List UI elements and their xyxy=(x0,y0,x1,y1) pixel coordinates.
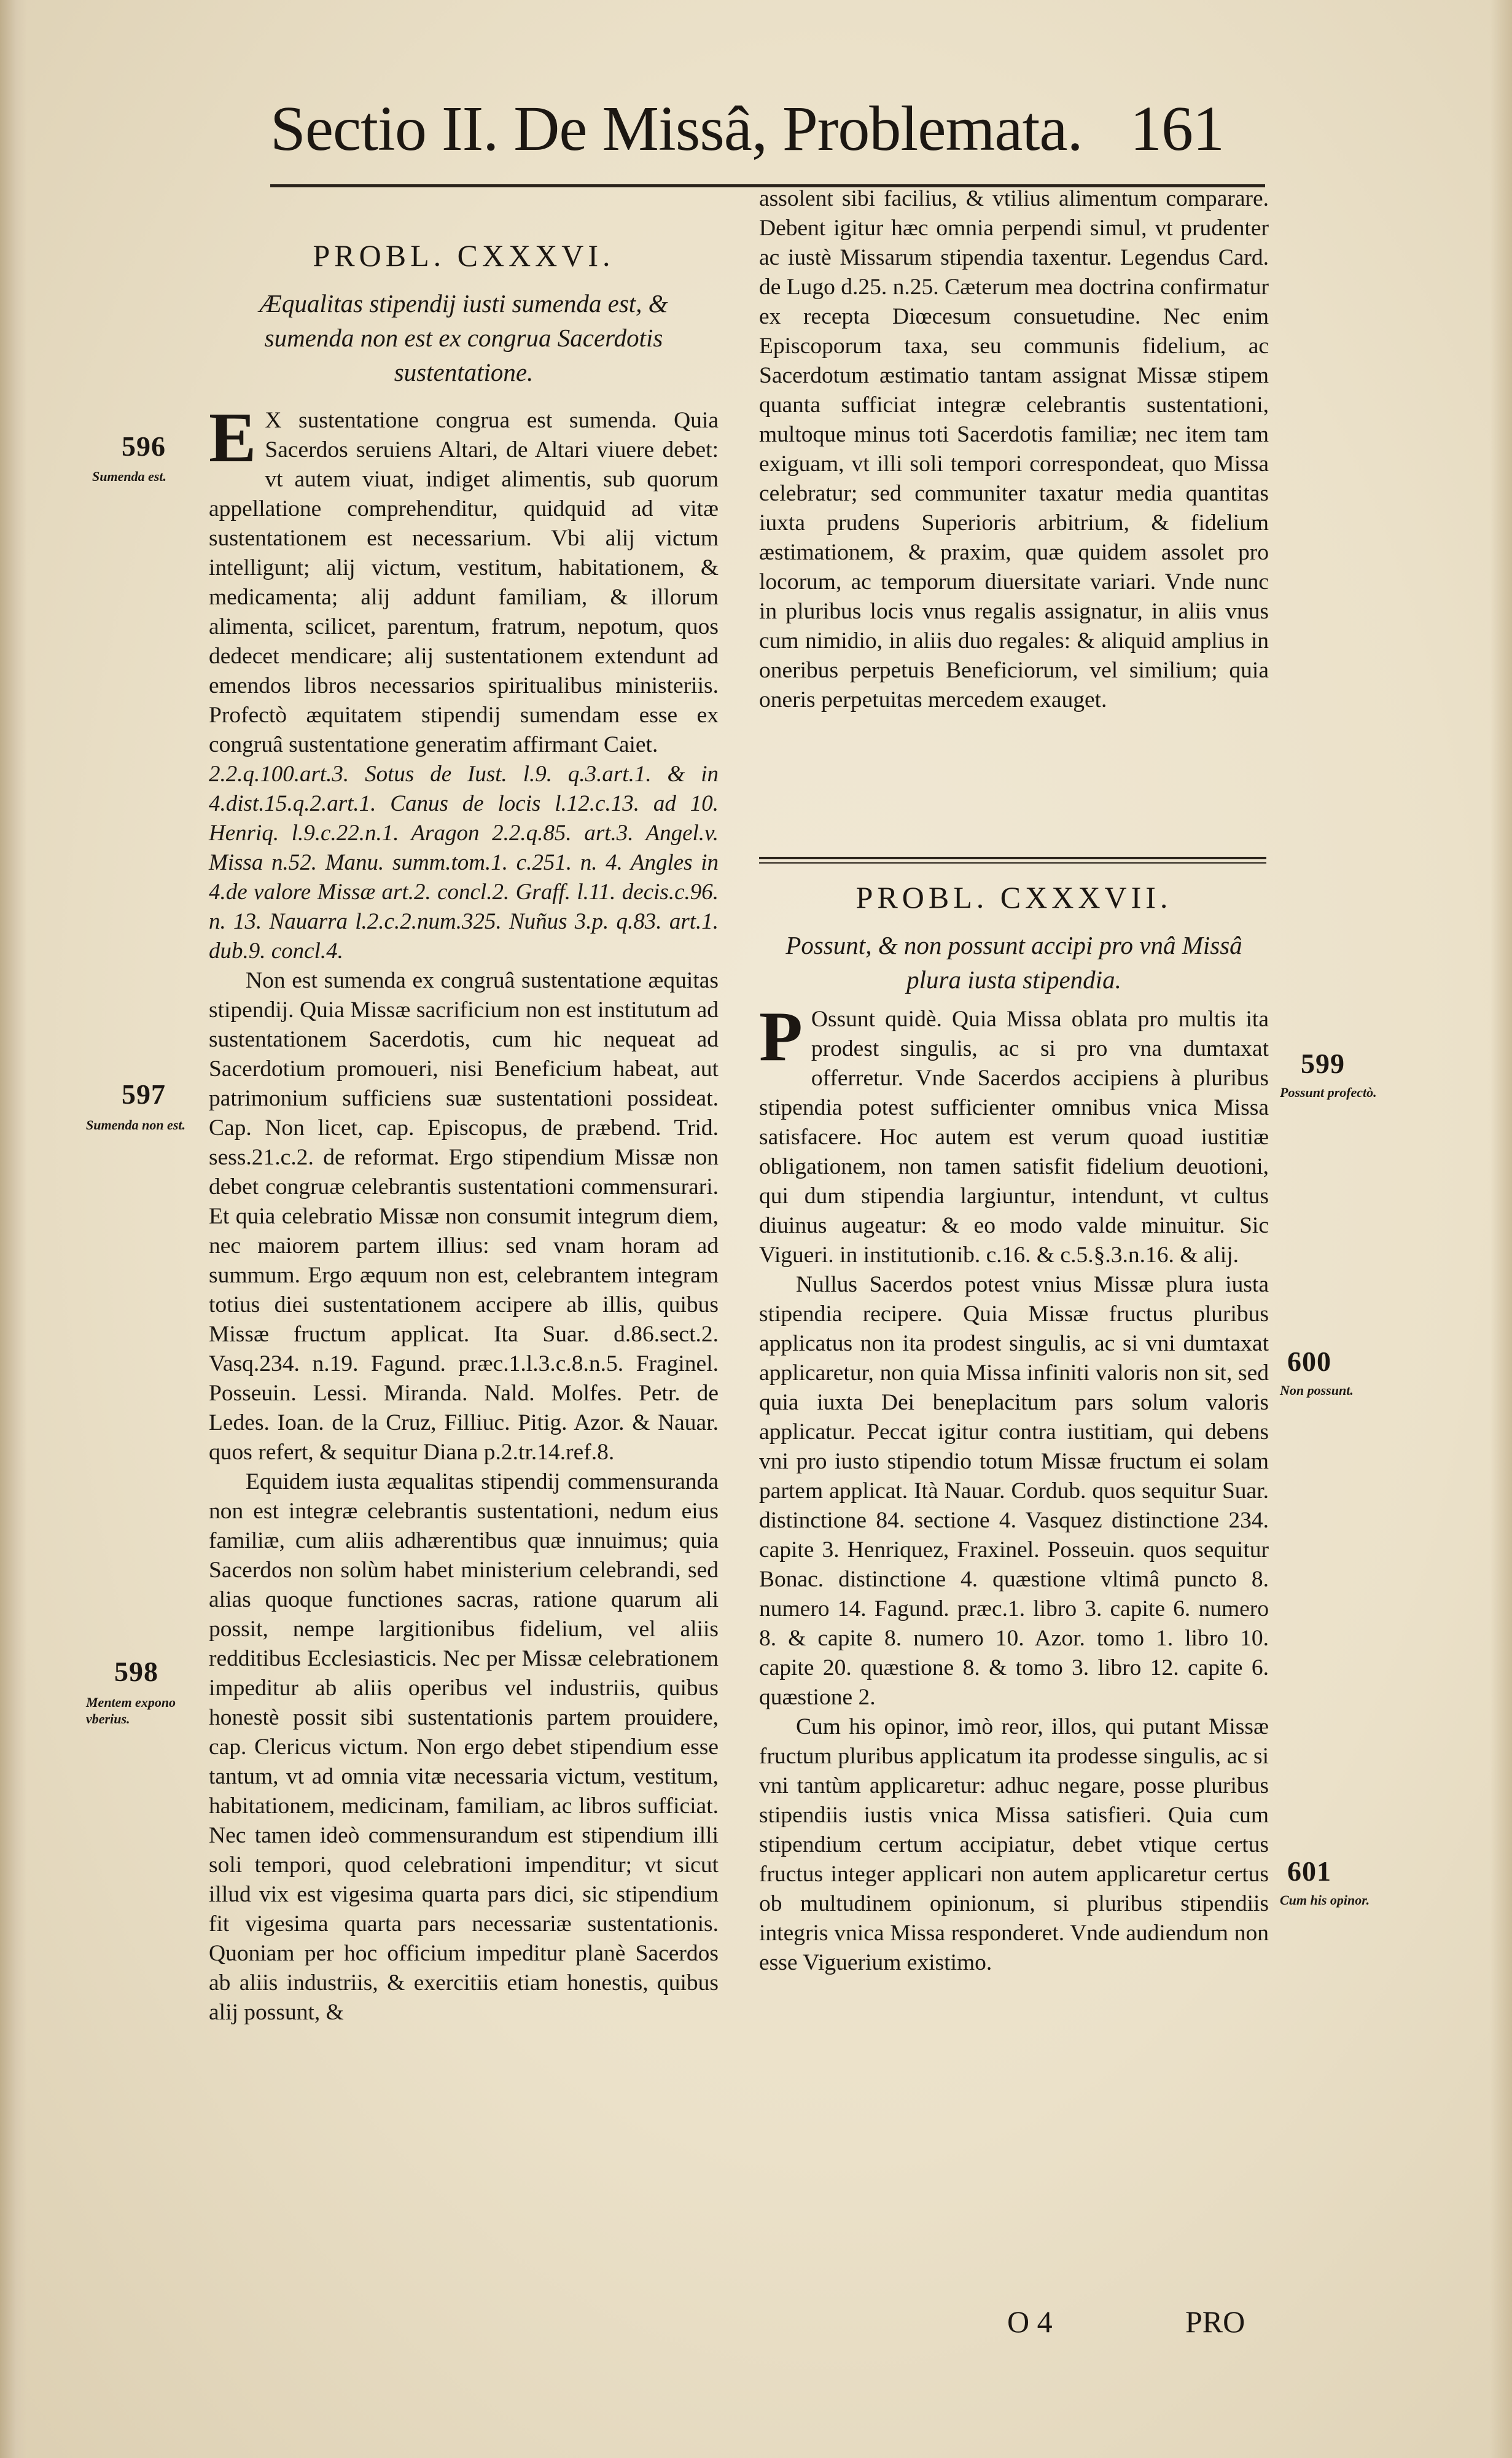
margin-note-598: Mentem expono vberius. xyxy=(86,1695,176,1726)
margin-number-599: 599 xyxy=(1301,1048,1345,1079)
margin-note-600: Non possunt. xyxy=(1280,1383,1354,1398)
margin-number-598: 598 xyxy=(114,1656,158,1687)
running-head-title: Sectio II. De Missâ, Problemata. xyxy=(270,93,1083,164)
paragraph-601: Cum his opinor, imò reor, illos, qui putant Missæ fructum pluribus applicatum ita prodesse singulis, ac si vni tantùm applicaretur: adhuc negare, posse pluribus stipendiis iustis vnica Missa satisfieri. Quia cum stipendium certum accipiatur, debet vtique certus fructus integer applicari non autem applicaretur certus ob multudinem opinionum, si pluribus stipendiis integris vnica Missa responderet. Vnde audiendum non esse Viguerium existimo. xyxy=(759,1714,1269,1975)
drop-cap: P xyxy=(759,997,803,1076)
catchword: PRO xyxy=(1185,2304,1245,2339)
references-596: 2.2.q.100.art.3. Sotus de Iust. l.9. q.3.art.1. & in 4.dist.15.q.2.art.1. Canus de locis l.12.c.13. ad 10. Henriq. l.9.c.22.n.1. Aragon 2.2.q.85. art.3. Angel.v. Missa n.52. Manu. summ.tom.1. c.251. n. 4. Angles in 4.de valore Missæ art.2. concl.2. Graff. l.11. decis.c.96. n. 13. Nauarra l.2.c.2.num.325. Nuñus 3.p. q.83. art.1. dub.9. concl.4. xyxy=(209,762,719,964)
margin-number-596: 596 xyxy=(122,431,166,462)
paragraph-599-text: Ossunt quidè. Quia Missa oblata pro multis ita prodest singulis, ac si pro vna dumtaxat offerretur. Vnde Sacerdos accipiens à pluribus stipendia potest sufficienter omnibus vnica Missa satisfacere. Hoc autem est verum quoad iustitiæ obligationem, non tamen satisfit fidelium deuotioni, qui dum stipendia largiuntur, intendunt, vt cultus diuinus augeatur: & eo modo valde minuitur. Sic Vigueri. in institutionib. c.16. & c.5.§.3.n.16. & alij. xyxy=(759,1007,1269,1268)
drop-cap: E xyxy=(209,399,257,477)
paragraph-598: Equidem iusta æqualitas stipendij commensuranda non est integræ celebrantis sustentationi, nedum eius familiæ, cum aliis adhærentibus quæ innuimus; quia Sacerdos non solùm habet ministerium celebrandi, sed alias quoque functiones sacras, ratione quarum ali possit, nempe largitionibus fidelium, vel aliis redditibus Ecclesiasticis. Nec per Missæ celebrationem impeditur ab aliis operibus vel industriis, quibus honestè possit sibi sustentationis partem prouidere, cap. Clericus victum. Non ergo debet stipendium esse tantum, vt ad omnia vitæ necessaria victum, vestitum, habitationem, medicinam, familiam, ac libros sufficiat. Nec tamen ideò commensurandum est stipendium illi soli tempori, quod celebrationi impenditur; vt sicut illud vix est vigesima quarta pars dici, sic stipendium fit vigesima quarta pars necessariæ sustentationis. Quoniam per hoc officium impeditur planè Sacerdos ab aliis industriis, & exercitiis etiam honestis, quibus alij possunt, & xyxy=(209,1469,719,2025)
paragraph-596 xyxy=(209,399,719,760)
problem-summary-136: Æqualitas stipendij iusti sumenda est, & sumenda non est ex congrua Sacerdotis sustentatione. xyxy=(259,289,668,386)
paragraph-597: Non est sumenda ex congruâ sustentatione æquitas stipendij. Quia Missæ sacrificium non est institutum ad sustentationem Sacerdotis, cum hic nequeat ad Sacerdotium promoueri, nisi Beneficium habeat, aut patrimonium sufficiens suæ sustentationi possideat. Cap. Non licet, cap. Episcopus, de præbend. Trid. sess.21.c.2. de reformat. Ergo stipendium Missæ non debet congruæ celebrantis sustentationi commensurari. Et quia celebratio Missæ non consumit integrum diem, nec maiorem partem illius: sed vnam horam ad summum. Ergo æquum non est, celebrantem integram totius diei sustentationem accipere ab illis, quibus Missæ fructum applicat. Ita Suar. d.86.sect.2. Vasq.234. n.19. Fagund. præc.1.l.3.c.8.n.5. Fraginel. Posseuin. Lessi. Miranda. Nald. Molfes. Petr. de Ledes. Ioan. de la Cruz, Filliuc. Pitig. Azor. & Nauar. quos refert, & sequitur Diana p.2.tr.14.ref.8. xyxy=(209,968,719,1465)
right-column xyxy=(759,184,1269,715)
running-head xyxy=(270,86,1284,172)
page-edge-shadow xyxy=(1490,0,1512,2458)
paragraph-598-continued: assolent sibi facilius, & vtilius alimentum comparare. Debent igitur hæc omnia perpendi simul, vt prudenter ac iustè Missarum stipendia taxentur. Legendus Card. de Lugo d.25. n.25. Cæterum mea doctrina confirmatur ex recepta Diœcesum consuetudine. Nec enim Episcoporum taxa, seu communis fidelium, ac Sacerdotum æstimatio tantam assignat Missæ stipem quanta sufficiat integræ celebrantis sustentationi, multoque minus toti Sacerdotis familiæ; nec item tam exiguam, vt illi soli tempori correspondeat, quo Missa celebratur; sed communiter taxatur media quantitas iuxta prudens Superioris arbitrium, & fidelium æstimationem, & praxim, quæ quidem assolet pro locorum, ac temporum diuersitate variari. Vnde nunc in pluribus locis vnus regalis assignatur, in aliis vnus cum nimidio, in aliis duo regales: & aliquid amplius in oneribus perpetuis Beneficiorum, vel similium; quia oneris perpetuitas mercedem exauget. xyxy=(759,186,1269,712)
margin-number-600: 600 xyxy=(1287,1346,1331,1377)
margin-number-601: 601 xyxy=(1287,1855,1331,1887)
page-gutter-shadow xyxy=(0,0,27,2458)
problem-heading-136: PROBL. CXXXVI. xyxy=(313,238,615,273)
margin-number-597: 597 xyxy=(122,1079,166,1110)
margin-note-597: Sumenda non est. xyxy=(86,1117,185,1133)
right-column-problem-137 xyxy=(759,826,1269,1978)
problem-summary-137: Possunt, & non possunt accipi pro vnâ Missâ plura iusta stipendia. xyxy=(785,931,1242,994)
signature-mark: O 4 xyxy=(1007,2304,1053,2339)
left-column xyxy=(209,184,719,2027)
paragraph-599 xyxy=(759,997,1269,1270)
margin-note-599: Possunt profectò. xyxy=(1280,1085,1377,1100)
problem-heading-137: PROBL. CXXXVII. xyxy=(855,880,1172,915)
paragraph-596-text: X sustentatione congrua est sumenda. Quia Sacerdos seruiens Altari, de Altari viuere debet: vt autem viuat, indiget alimentis, sub quorum appellatione comprehenditur, quidquid ad vitæ sustentationem est necessarium. Vbi alij victum intelligunt; alij victum, vestitum, habitationem, & medicamenta; alij addunt familiam, & illorum alimenta, scilicet, parentum, fratrum, nepotum, quos dedecet mendicare; alij sustentationem extendunt ad emendos libros necessarios spiritualibus ministeriis. Profectò æquitatem stipendij sumendam esse ex congruâ sustentatione generatim affirmant Caiet. xyxy=(209,408,719,757)
page-number: 161 xyxy=(1130,93,1224,164)
margin-note-601: Cum his opinor. xyxy=(1280,1892,1370,1908)
margin-note-596: Sumenda est. xyxy=(92,469,167,484)
paragraph-600: Nullus Sacerdos potest vnius Missæ plura iusta stipendia recipere. Quia Missæ fructus pluribus applicatus non ita prodest singulis, ac si vni dumtaxat applicaretur, non quia Missa infiniti valoris non sit, sed quia iuxta Dei beneplacitum pars solum valoris applicatur. Peccat igitur contra iustitiam, qui debens vni pro iusto stipendio totum Missæ fructum ei solam partem applicat. Ità Nauar. Cordub. quos sequitur Suar. distinctione 84. sectione 4. Vasquez distinctione 234. capite 3. Henriquez, Fraxinel. Posseuin. quos sequitur Bonac. distinctione 4. quæstione vltimâ puncto 8. numero 14. Fagund. præc.1. libro 3. capite 6. numero 8. & capite 8. numero 10. Azor. tomo 1. libro 10. capite 20. quæstione 8. & tomo 3. libro 12. capite 6. quæstione 2. xyxy=(759,1272,1269,1710)
